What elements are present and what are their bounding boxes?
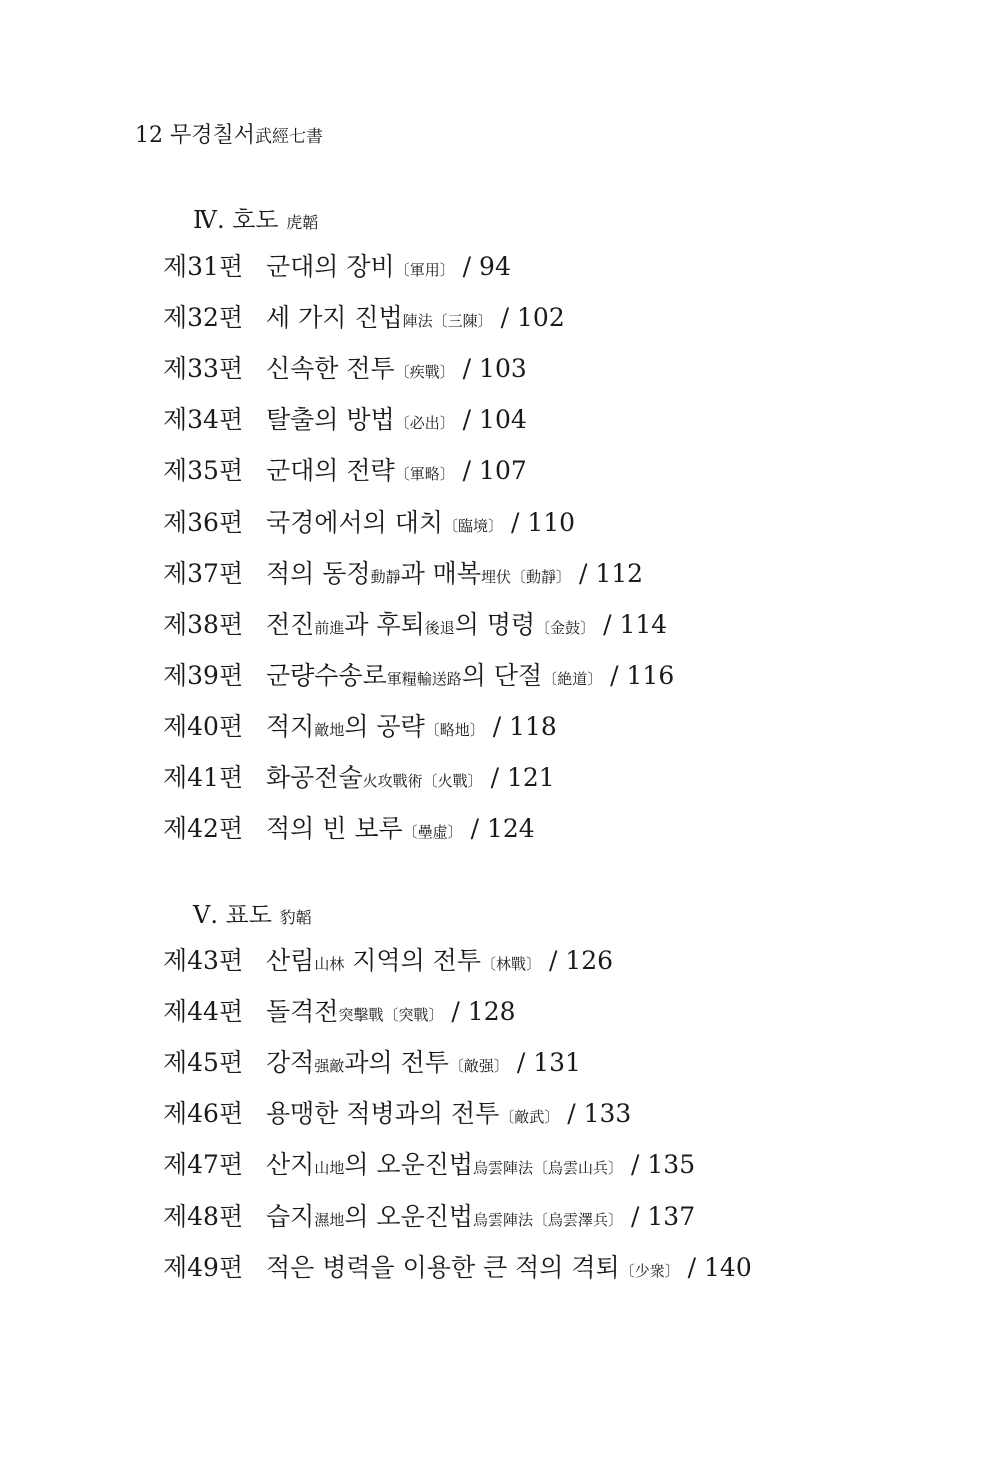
hanja-text: 〔金鼓〕 [535, 618, 596, 637]
hanja-text: 〔火戰〕 [422, 772, 483, 790]
book-title: 무경칠서 [170, 123, 256, 148]
toc-entry [163, 301, 565, 335]
hanja-text: 山地 [314, 1159, 345, 1178]
entry-text: / 135 [623, 1150, 696, 1180]
chapter-number: 제49편 [163, 1252, 244, 1282]
hanja-text: 〔壘虛〕 [402, 823, 463, 842]
chapter-number: 제31편 [163, 252, 244, 281]
toc-entry [163, 403, 527, 437]
section-title: Ⅴ. 표도 豹韜 [193, 901, 312, 929]
toc-entry [163, 608, 667, 642]
entry-text: 과의 전투 [344, 1048, 449, 1078]
toc-entry [163, 1097, 631, 1131]
toc-entry [163, 761, 555, 795]
entry-text: / 126 [541, 946, 614, 975]
chapter-number: 제48편 [163, 1201, 244, 1231]
hanja-text: 强敵 [314, 1057, 345, 1076]
hanja-text: 〔敵武〕 [499, 1108, 560, 1127]
entry-text: 적의 동정 [266, 558, 371, 588]
hanja-text: 軍糧輸送路 [386, 669, 462, 688]
entry-text: / 121 [482, 763, 555, 792]
hanja-text: 〔略地〕 [424, 720, 485, 739]
running-head [135, 118, 323, 149]
hanja-text: 〔軍用〕 [394, 261, 455, 279]
entry-text: 의 명령 [454, 609, 536, 639]
entry-text: / 116 [602, 660, 675, 690]
book-title-hanja: 武經七書 [255, 127, 324, 147]
entry-text: 신속한 전투 [266, 354, 395, 384]
page-number: 12 [135, 123, 163, 148]
hanja-text: 山林 [314, 955, 345, 973]
entry-text: / 114 [595, 609, 668, 639]
toc-entry [163, 1148, 695, 1182]
chapter-number: 제41편 [163, 763, 244, 792]
hanja-text: 烏雲陣法 [473, 1210, 534, 1229]
entry-text: 강적 [266, 1048, 315, 1078]
chapter-number: 제34편 [163, 405, 244, 435]
hanja-text: 火攻戰術 [362, 772, 423, 790]
entry-text: / 118 [484, 711, 557, 741]
entry-text: 세 가지 진법 [266, 303, 403, 333]
hanja-text: 烏雲陣法 [473, 1159, 534, 1178]
toc-entry [163, 1251, 752, 1285]
toc-entry [163, 995, 516, 1029]
hanja-text: 〔敵强〕 [448, 1057, 509, 1076]
chapter-number: 제43편 [163, 946, 244, 975]
entry-text: / 124 [462, 814, 535, 844]
section-title: Ⅳ. 호도 虎韜 [193, 206, 319, 234]
hanja-text: 敵地 [314, 720, 345, 739]
entry-text: 과 매복 [400, 558, 481, 588]
chapter-number: 제39편 [163, 660, 244, 690]
chapter-number: 제32편 [163, 303, 244, 333]
entry-text: 군대의 장비 [266, 252, 395, 281]
entry-text: / 137 [623, 1201, 696, 1231]
entry-text: 군대의 전략 [266, 456, 395, 486]
hanja-text: 動靜 [370, 567, 401, 586]
hanja-text: 〔必出〕 [394, 414, 455, 433]
entry-text: 용맹한 적병과의 전투 [266, 1099, 500, 1129]
entry-text: / 128 [443, 997, 516, 1027]
chapter-number: 제38편 [163, 609, 244, 639]
toc-entry [163, 506, 575, 540]
hanja-text: 埋伏 [480, 567, 511, 586]
toc-entry [163, 710, 557, 744]
hanja-text: 〔疾戰〕 [394, 363, 455, 382]
hanja-text: 〔軍略〕 [394, 465, 455, 484]
chapter-number: 제33편 [163, 354, 244, 384]
toc-entry [163, 944, 613, 978]
entry-text: / 112 [571, 558, 644, 588]
hanja-text: 突擊戰 [338, 1006, 384, 1025]
toc-entry [163, 250, 511, 284]
hanja-text: 〔絶道〕 [542, 669, 603, 688]
entry-text: 적은 병력을 이용한 큰 적의 격퇴 [266, 1252, 620, 1282]
toc-entry [163, 1046, 581, 1080]
entry-text: 습지 [266, 1201, 315, 1231]
hanja-text: 〔烏雲山兵〕 [533, 1159, 624, 1178]
chapter-number: 제47편 [163, 1150, 244, 1180]
entry-text: / 131 [508, 1048, 581, 1078]
chapter-number: 제44편 [163, 997, 244, 1027]
toc-entry [163, 659, 674, 693]
hanja-text: 〔突戰〕 [383, 1006, 444, 1025]
entry-text: 의 공략 [344, 711, 425, 741]
toc-entry [163, 812, 535, 846]
hanja-text: 〔臨境〕 [443, 516, 504, 535]
entry-text: 과 후퇴 [344, 609, 425, 639]
toc-entry [163, 352, 527, 386]
hanja-text: 後退 [424, 618, 455, 637]
chapter-number: 제45편 [163, 1048, 244, 1078]
entry-text: / 140 [679, 1252, 752, 1282]
entry-text: 산림 [266, 946, 315, 975]
hanja-text: 〔少衆〕 [619, 1261, 680, 1280]
entry-text: 산지 [266, 1150, 315, 1180]
toc-entry [163, 557, 643, 591]
entry-text: 의 단절 [461, 660, 543, 690]
hanja-text: 〔林戰〕 [480, 955, 541, 973]
entry-text: / 104 [454, 405, 527, 435]
hanja-text: 陣法 [402, 312, 433, 331]
entry-text: 군량수송로 [266, 660, 387, 690]
chapter-number: 제46편 [163, 1099, 244, 1129]
chapter-number: 제42편 [163, 814, 244, 844]
entry-text: / 102 [492, 303, 565, 333]
chapter-number: 제36편 [163, 507, 244, 537]
hanja-text: 前進 [314, 618, 345, 637]
chapter-number: 제35편 [163, 456, 244, 486]
hanja-text: 濕地 [314, 1210, 345, 1229]
entry-text: 지역의 전투 [344, 946, 481, 975]
entry-text: 국경에서의 대치 [266, 507, 443, 537]
entry-text: 의 오운진법 [344, 1201, 474, 1231]
entry-text: / 107 [454, 456, 527, 486]
entry-text: 화공전술 [266, 763, 363, 792]
hanja-text: 〔三陳〕 [432, 312, 493, 331]
entry-text: 의 오운진법 [344, 1150, 474, 1180]
entry-text: 전진 [266, 609, 315, 639]
entry-text: / 110 [503, 507, 576, 537]
hanja-text: 〔烏雲澤兵〕 [533, 1210, 624, 1229]
entry-text: / 94 [454, 252, 511, 281]
hanja-text: 〔動靜〕 [511, 567, 572, 586]
entry-text: 탈출의 방법 [266, 405, 395, 435]
entry-text: 적의 빈 보루 [266, 814, 403, 844]
chapter-number: 제37편 [163, 558, 244, 588]
entry-text: / 103 [454, 354, 527, 384]
entry-text: 돌격전 [266, 997, 339, 1027]
entry-text: / 133 [559, 1099, 632, 1129]
entry-text: 적지 [266, 711, 315, 741]
toc-entry [163, 454, 527, 488]
toc-entry [163, 1200, 695, 1234]
chapter-number: 제40편 [163, 711, 244, 741]
